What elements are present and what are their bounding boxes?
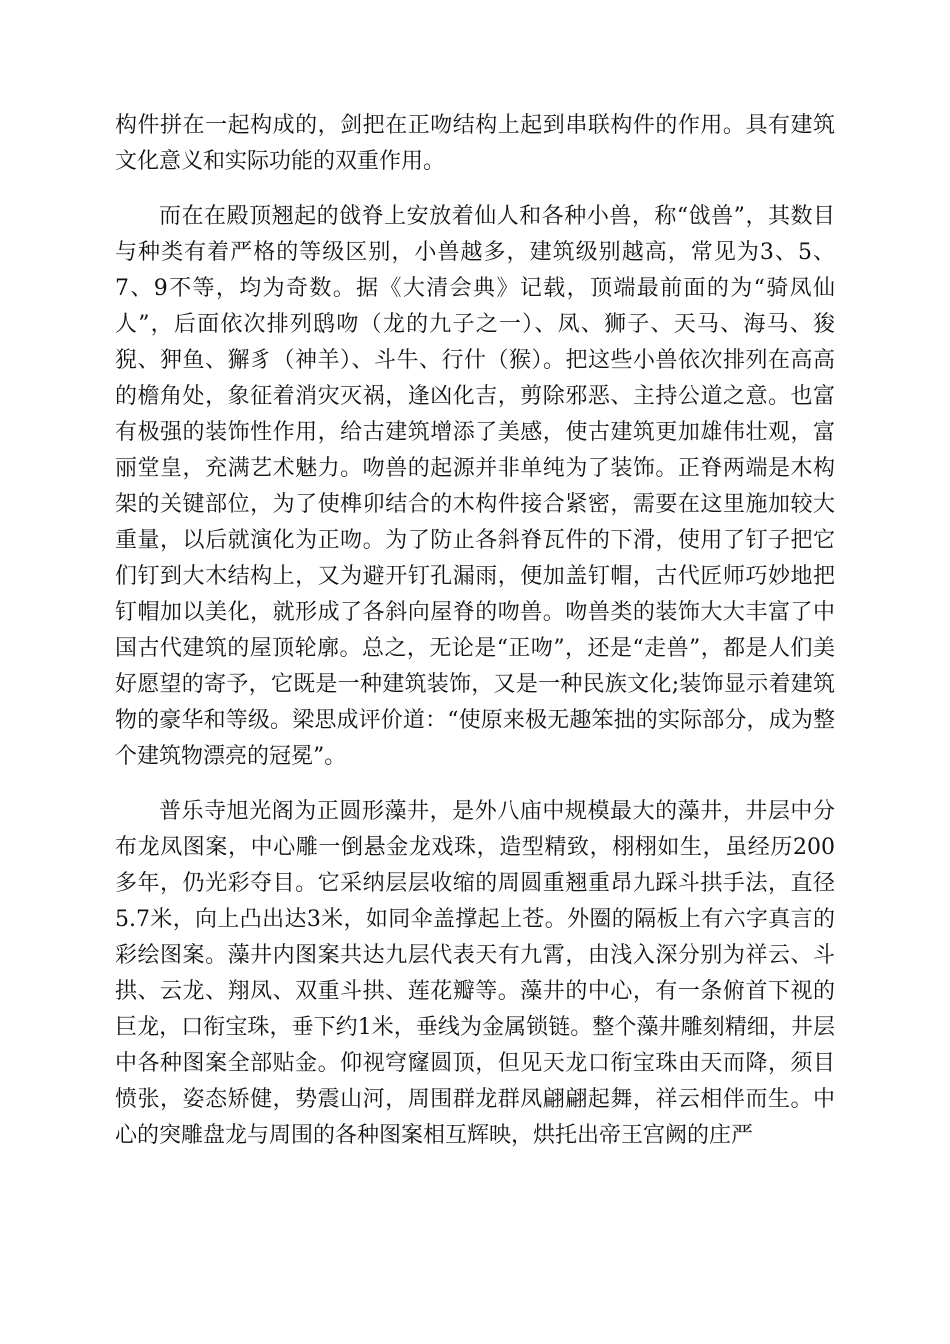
paragraph-1: 构件拼在一起构成的，剑把在正吻结构上起到串联构件的作用。具有建筑文化意义和实际功能的双重作用。 xyxy=(115,113,835,174)
paragraph-3: 普乐寺旭光阁为正圆形藻井，是外八庙中规模最大的藻井，井层中分布龙凤图案，中心雕一倒悬金龙戏珠，造型精致，栩栩如生，虽经历200多年，仍光彩夺目。它采纳层层收缩的周圆重翘重昂九踩斗拱手法，直径5.7米，向上凸出达3米，如同伞盖撑起上苍。外圈的隔板上有六字真言的彩绘图案。藻井内图案共达九层代表天有九霄，由浅入深分别为祥云、斗拱、云龙、翔凤、双重斗拱、莲花瓣等。藻井的中心，有一条俯首下视的巨龙，口衔宝珠，垂下约1米，垂线为金属锁链。整个藻井雕刻精细，井层中各种图案全部贴金。仰视穹窿圆顶，但见天龙口衔宝珠由天而降，须目愤张，姿态矫健，势震山河，周围群龙群凤翩翩起舞，祥云相伴而生。中心的突雕盘龙与周围的各种图案相互辉映，烘托出帝王宫阙的庄严 xyxy=(115,799,835,1148)
paragraph-2: 而在在殿顶翘起的戗脊上安放着仙人和各种小兽，称“戗兽”，其数目与种类有着严格的等级区别，小兽越多，建筑级别越高，常见为3、5、7、9不等，均为奇数。据《大清会典》记载，顶端最前面的为“骑凤仙人”，后面依次排列鸱吻（龙的九子之一）、凤、狮子、天马、海马、狻猊、狎鱼、獬豸（神羊）、斗牛、行什（猴）。把这些小兽依次排列在高高的檐角处，象征着消灾灭祸，逢凶化吉，剪除邪恶、主持公道之意。也富有极强的装饰性作用，给古建筑增添了美感，使古建筑更加雄伟壮观，富丽堂皇，充满艺术魅力。吻兽的起源并非单纯为了装饰。正脊两端是木构架的关键部位，为了使榫卯结合的木构件接合紧密，需要在这里施加较大重量，以后就演化为正吻。为了防止各斜脊瓦件的下滑，使用了钉子把它们钉到大木结构上，又为避开钉孔漏雨，便加盖钉帽，古代匠师巧妙地把钉帽加以美化，就形成了各斜向屋脊的吻兽。吻兽类的装饰大大丰富了中国古代建筑的屋顶轮廓。总之，无论是“正吻”，还是“走兽”，都是人们美好愿望的寄予，它既是一种建筑装饰，又是一种民族文化;装饰显示着建筑物的豪华和等级。梁思成评价道：“使原来极无趣笨拙的实际部分，成为整个建筑物漂亮的冠冕”。 xyxy=(115,204,835,769)
document-body xyxy=(115,108,835,1154)
